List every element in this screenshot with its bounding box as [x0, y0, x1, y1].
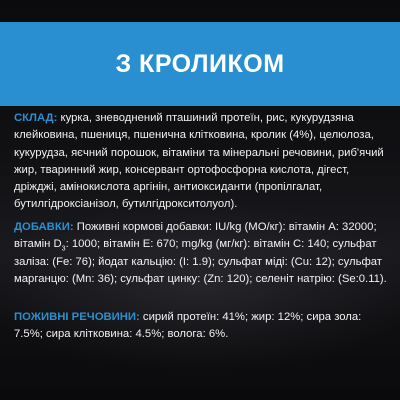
- flavor-banner: [0, 22, 400, 106]
- nutrients-section: [14, 309, 388, 344]
- nutrients-label: ПОЖИВНІ РЕЧОВИНИ:: [14, 311, 140, 323]
- additives-label: ДОБАВКИ:: [14, 221, 74, 233]
- flavor-title: З КРОЛИКОМ: [115, 49, 285, 78]
- additives-section: [14, 219, 388, 288]
- additives-text-part1: Поживні кормові добавки: IU/kg (МО/кг): вітамін A: 32000; вітамін D: [14, 221, 377, 251]
- additives-text-part2: : 1000; вітамін E: 670; mg/kg (мг/кг): вітамін C: 140; сульфат заліза: (Fe: 76); йодат кальцію: (I: 1.9); сульфат міді: (Cu: 12); сульфат марганцю: (Mn: 36); сульфат цинку: (Zn: 120); селеніт натрію: (Se:0.11).: [14, 238, 387, 285]
- composition-section: [14, 110, 388, 214]
- composition-label: СКЛАД:: [14, 112, 58, 124]
- vitamin-d3-subscript: 3: [61, 245, 66, 253]
- nutrients-text: сирий протеїн: 41%; жир: 12%; сира зола: 7.5%; сира клітковина: 4.5%; волога: 6%.: [14, 311, 362, 341]
- composition-text: курка, зневоднений пташиний протеїн, рис, кукурудзяна клейковина, пшениця, пшенична клітковина, кролик (4%), целюлоза, кукурудза, яєчний порошок, вітаміни та мінеральні речовини, риб'ячий жир, тваринний жир, консервант ортофосфорна кислота, дігест, дріжджі, амінокислота аргінін, антиоксиданти (пропілгалат, бутилгідроксіанізол, бутилгідрокситолуол).: [14, 112, 384, 211]
